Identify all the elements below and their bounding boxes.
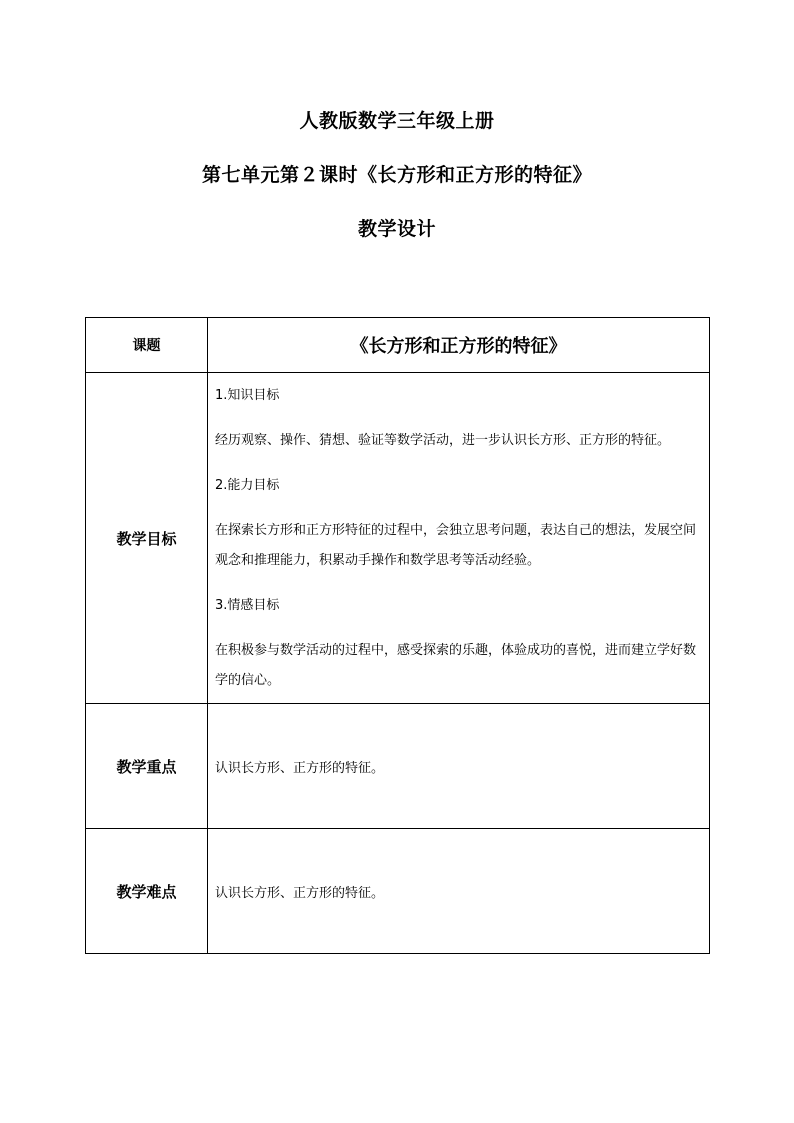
goals-label: 教学目标 <box>86 373 208 704</box>
difficulty-label: 教学难点 <box>86 829 208 954</box>
topic-value: 《长方形和正方形的特征》 <box>208 318 710 373</box>
goal-text-emotion: 在积极参与数学活动的过程中，感受探索的乐趣，体验成功的喜悦，进而建立学好数学的信心。 <box>215 642 697 688</box>
document-subtitle: 教学设计 <box>357 218 436 240</box>
lesson-title: 第七单元第２课时《长方形和正方形的特征》 <box>201 164 592 186</box>
goals-row <box>86 373 710 704</box>
key-point-value: 认识长方形、正方形的特征。 <box>208 704 710 829</box>
goal-heading-knowledge: 1.知识目标 <box>215 387 280 403</box>
key-point-label: 教学重点 <box>86 704 208 829</box>
lesson-plan-table <box>85 317 710 954</box>
difficulty-value: 认识长方形、正方形的特征。 <box>208 829 710 954</box>
goal-text-knowledge: 经历观察、操作、猜想、验证等数学活动，进一步认识长方形、正方形的特征。 <box>215 432 671 448</box>
topic-label: 课题 <box>86 318 208 373</box>
difficulty-row <box>86 829 710 954</box>
topic-row <box>86 318 710 373</box>
document-title: 人教版数学三年级上册 <box>299 110 495 132</box>
goal-heading-emotion: 3.情感目标 <box>215 597 280 613</box>
goals-content <box>208 373 710 704</box>
goal-heading-ability: 2.能力目标 <box>215 477 280 493</box>
goal-text-ability: 在探索长方形和正方形特征的过程中，会独立思考问题，表达自己的想法，发展空间观念和推理能力，积累动手操作和数学思考等活动经验。 <box>215 522 697 568</box>
key-point-row <box>86 704 710 829</box>
